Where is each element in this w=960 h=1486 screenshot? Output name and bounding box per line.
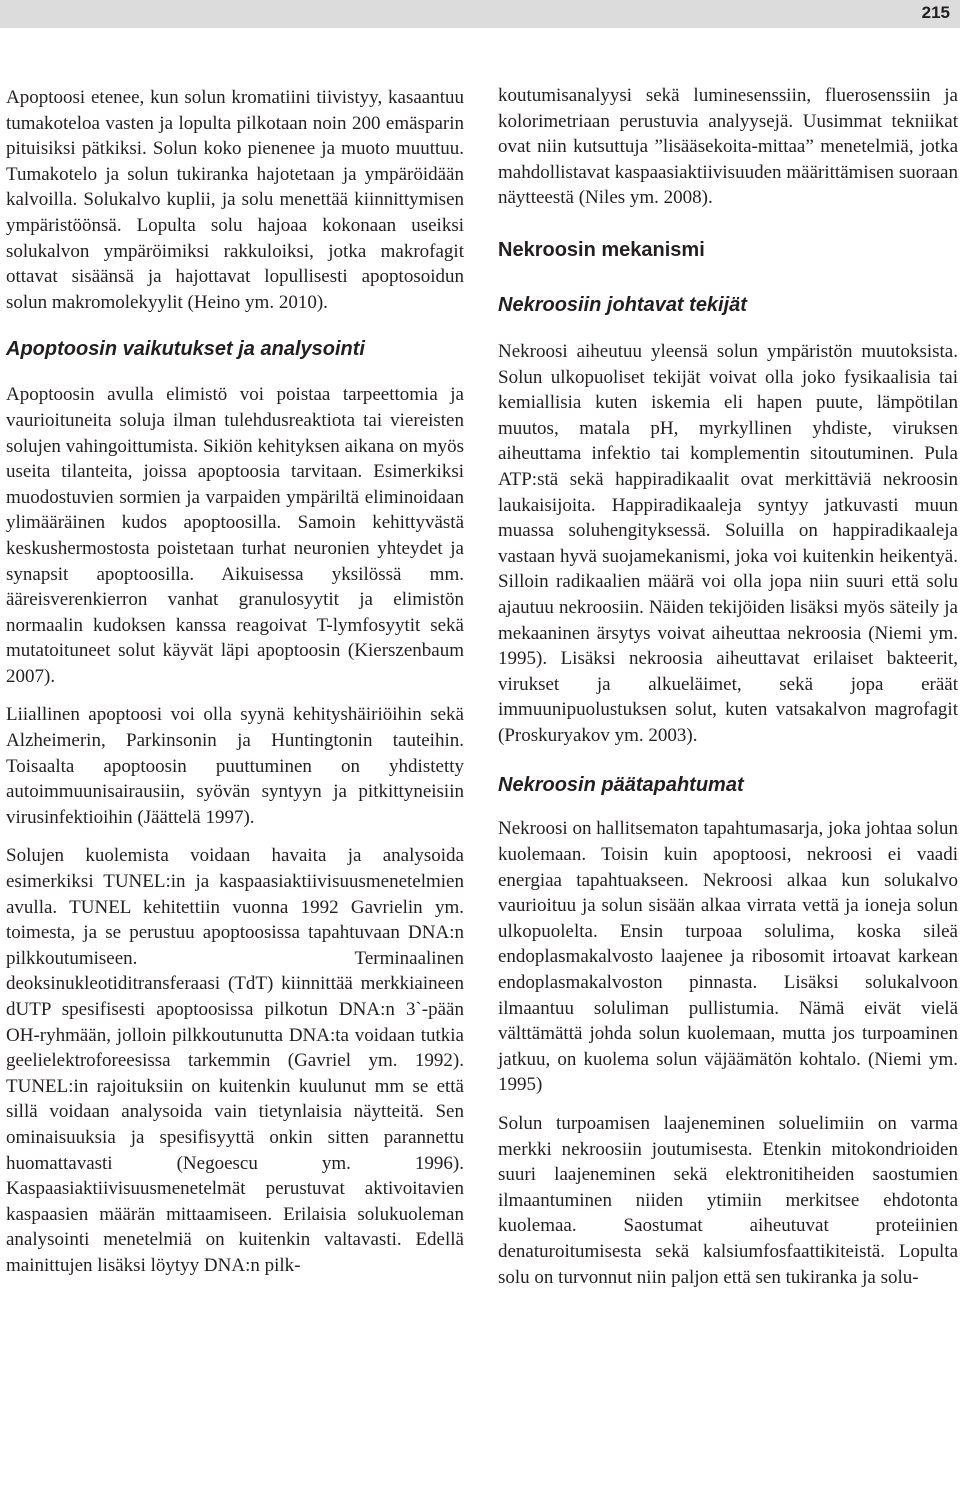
body-paragraph: Solujen kuolemista voidaan havaita ja analysoida esimerkiksi TUNEL:in ja kaspaasiaktiivisuusmenetelmien avulla. TUNEL kehitettiin vuonna 1992 Gavrielin ym. toimesta, ja se perustuu apoptoosissa tapahtuvaan DNA:n pilkkoutumiseen. Terminaalinen deoksinukleotiditransferaasi (TdT) kiinnittää merkkiaineen dUTP spesifisesti apoptoosissa pilkotun DNA:n 3`-pään OH-ryhmään, jolloin pilkkoutunutta DNA:ta voidaan tutkia geelielektroforeesissa tarkemmin (Gavriel ym. 1992). TUNEL:in rajoituksiin on kuitenkin kuulunut mm se että sillä voidaan analysoida vain tietynlaisia näytteitä. Sen ominaisuuksia ja spesifisyyttä onkin sitten parannettu huomattavasti (Negoescu ym. 1996). Kaspaasiaktiivisuusmenetelmät perustuvat aktivoitavien kaspaasien määrän mittaamiseen. Erilaisia solukuoleman analysointi menetelmiä on kuitenkin valtavasti. Edellä mainittujen lisäksi löytyy DNA:n pilk- (6, 845, 464, 1276)
subsection-heading: Nekroosin päätapahtumat (498, 774, 744, 797)
section-heading: Nekroosin mekanismi (498, 238, 705, 261)
subsection-heading: Nekroosiin johtavat tekijät (498, 293, 747, 316)
right-column (498, 83, 958, 1302)
body-paragraph: Apoptoosin avulla elimistö voi poistaa tarpeettomia ja vaurioituneita soluja ilman tulehdusreaktiota tai viereisten solujen vahingoittumista. Sikiön kehityksen aikana on myös useita tilanteita, joissa apoptoosia tarvitaan. Esimerkiksi muodostuvien sormien ja varpaiden ympäriltä eliminoidaan ylimääräinen kudos apoptoosilla. Samoin kehittyvästä keskushermostosta poistetaan turhat neuronien yhteydet ja synapsit apoptoosilla. Aikuisessa yksilössä mm. ääreisverenkierron vanhat granulosyytit ja elimistön normaalin kudoksen kanssa reagoivat T-lymfosyytit sekä mutatoituneet solut käyvät läpi apoptoosin (Kierszenbaum 2007). (6, 384, 464, 687)
body-paragraph: Solun turpoamisen laajeneminen soluelimiin on varma merkki nekroosiin joutumisesta. Etenkin mitokondrioiden suuri laajeneminen sekä elektronitiheiden saostumien ilmaantuminen niiden ytimiin merkitsee ehdotonta kuolemaa. Saostumat aiheutuvat proteiinien denaturoitumisesta sekä kalsiumfosfaattikiteistä. Lopulta solu on turvonnut niin paljon että sen tukiranka ja solu- (498, 1113, 958, 1288)
body-paragraph: Liiallinen apoptoosi voi olla syynä kehityshäiriöihin sekä Alzheimerin, Parkinsonin ja Huntingtonin tauteihin. Toisaalta apoptoosin puuttuminen on yhdistetty autoimmuunisairausiin, syövän syntyyn ja pitkittyneisiin virusinfektioihin (Jäättelä 1997). (6, 704, 464, 828)
body-paragraph: koutumisanalyysi sekä luminesenssiin, fluerosenssiin ja kolorimetriaan perustuvia analyysejä. Uusimmat tekniikat ovat niin kutsuttuja ”lisääsekoita-mittaa” menetelmiä, jotka mahdollistavat kaspaasiaktiivisuuden määrittämisen suoraan näytteestä (Niles ym. 2008). (498, 85, 958, 209)
body-paragraph: Nekroosi on hallitsematon tapahtumasarja, joka johtaa solun kuolemaan. Toisin kuin apoptoosi, nekroosi ei vaadi energiaa tapahtuakseen. Nekroosi alkaa kun solukalvo vaurioituu ja solun sisään alkaa virrata vettä ja ioneja solun ulkopuolelta. Ensin turpoaa solulima, koska sileä endoplasmakalvosto laajenee ja ribosomit irtoavat karkean endoplasmakalvoston pinnasta. Lisäksi solukalvoon ilmaantuu soluliman pullistumia. Nämä eivät vielä välttämättä johda solun kuolemaan, mutta jos turpoaminen jatkuu, on kuolema solun väjäämätön kohtalo. (Niemi ym. 1995) (498, 818, 958, 1096)
body-paragraph: Nekroosi aiheutuu yleensä solun ympäristön muutoksista. Solun ulkopuoliset tekijät voivat olla joko fysikaalisia tai kemiallisia kuten iskemia eli hapen puute, lämpötilan muutos, matala pH, myrkyllinen yhdiste, viruksen aiheuttama infektio tai komplementin sitoutuminen. Pula ATP:stä sekä happiradikaalit ovat merkittäviä nekroosin laukaisijoita. Happiradikaaleja syntyy jatkuvasti muun muassa soluhengityksessä. Soluilla on happiradikaaleja vastaan hyvä suojamekanismi, joka voi kuitenkin heikentyä. Silloin radikaalien määrä voi olla jopa niin suuri että solu ajautuu nekroosiin. Näiden tekijöiden lisäksi myös säteily ja mekaaninen ärsytys voivat aiheuttaa nekroosia (Niemi ym. 1995). Lisäksi nekroosia aiheuttavat erilaiset bakteerit, virukset ja alkueläimet, sekä jopa eräät immuunipuolustuksen solut, kuten vatsakalvon magrofagit (Proskuryakov ym. 2003). (498, 340, 958, 746)
page-number: 215 (921, 3, 950, 22)
left-column (6, 85, 464, 1291)
page-header-bar (0, 0, 960, 28)
section-heading: Apoptoosin vaikutukset ja analysointi (6, 338, 365, 361)
body-paragraph: Apoptoosi etenee, kun solun kromatiini tiivistyy, kasaantuu tumakoteloa vasten ja lopulta pilkotaan noin 200 emäsparin pituisiksi pätkiksi. Solun koko pienenee ja muoto muuttuu. Tumakotelo ja solun tukiranka hajotetaan ja ympäröidään kalvoilla. Solukalvo kuplii, ja solu menettää kiinnittymisen ympäristöönsä. Lopulta solu hajoaa kokonaan useiksi solukalvon ympäröimiksi rakkuloiksi, jotka makrofagit ottavat sisäänsä ja hajottavat lopullisesti apoptosoidun solun makromolekyylit (Heino ym. 2010). (6, 87, 464, 313)
